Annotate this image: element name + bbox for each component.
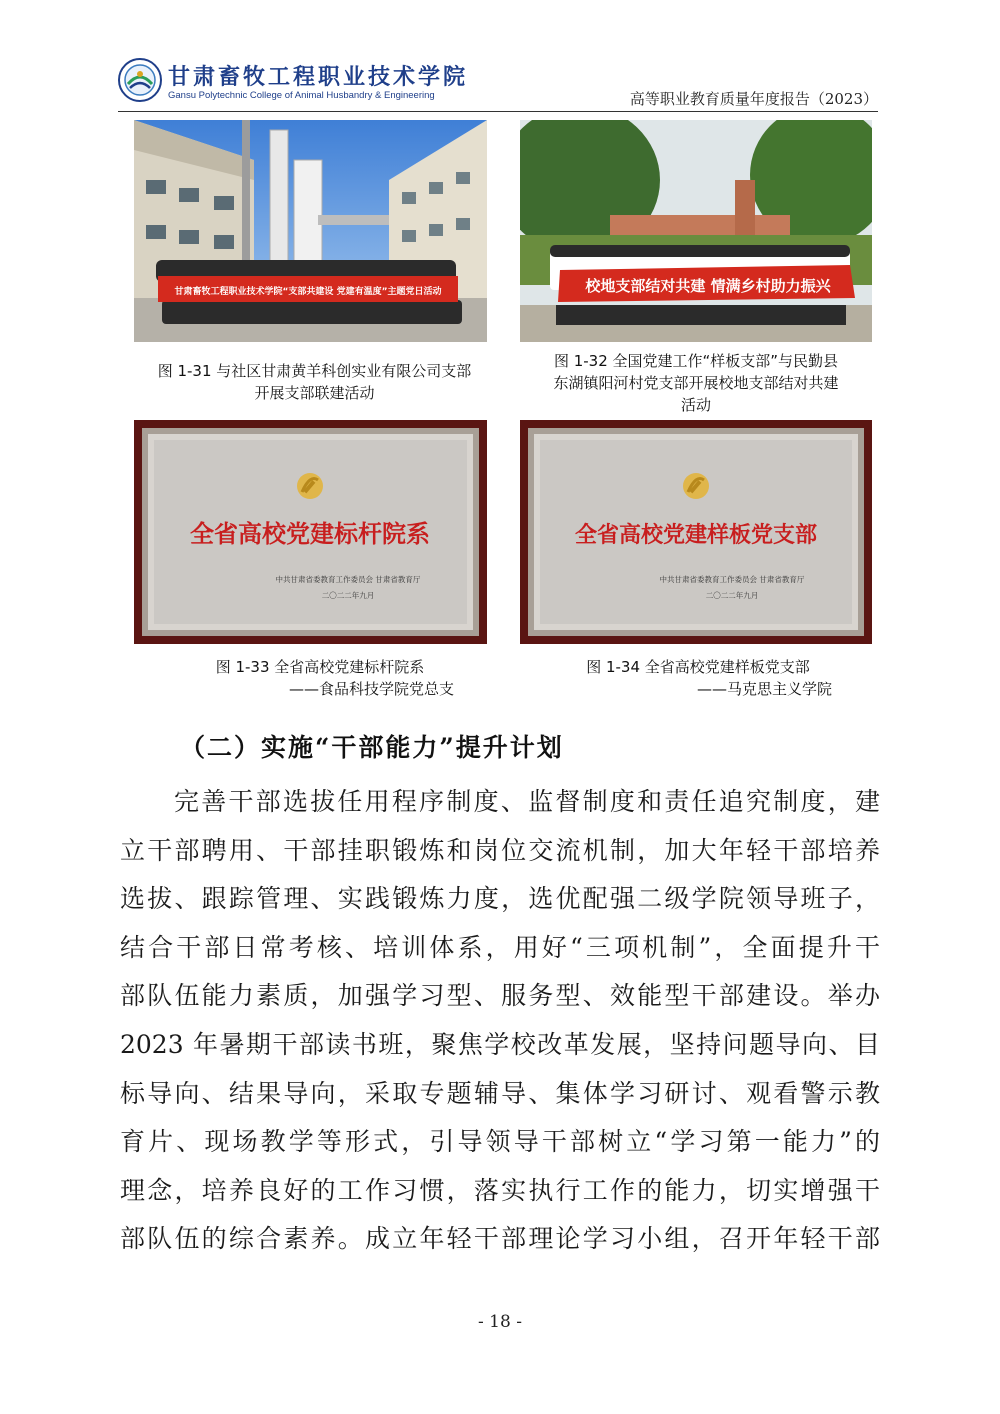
figure-1-32-photo — [520, 120, 872, 342]
paragraph-line: 选拔、跟踪管理、实践锻炼力度，选优配强二级学院领导班子， — [120, 884, 880, 914]
figure-1-31-banner: 甘肃畜牧工程职业技术学院“支部共建设 党建有温度”主题党日活动 — [174, 287, 442, 297]
paragraph-line: 标导向、结果导向，采取专题辅导、集体学习研讨、观看警示教 — [120, 1078, 880, 1108]
caption-line: 开展支部联建活动 — [254, 384, 375, 402]
paragraph-line: 育片、现场教学等形式，引导领导干部树立“学习第一能力”的 — [120, 1127, 880, 1157]
figure-1-32-caption — [510, 350, 882, 416]
caption-line: ——马克思主义学院 — [696, 680, 832, 698]
paragraph-line: 2023 年暑期干部读书班，聚焦学校改革发展，坚持问题导向、目 — [120, 1029, 880, 1059]
paragraph-line: 立干部聘用、干部挂职锻炼和岗位交流机制，加大年轻干部培养 — [120, 835, 880, 865]
school-name-cn: 甘肃畜牧工程职业技术学院 — [168, 64, 469, 90]
figure-1-33-plaque-date: 二〇二二年九月 — [321, 591, 375, 600]
caption-line: 图 1-31 与社区甘肃黄羊科创实业有限公司支部 — [157, 362, 472, 380]
figure-1-34-plaque-date: 二〇二二年九月 — [705, 591, 759, 600]
caption-line: 图 1-32 全国党建工作“样板支部”与民勤县 — [553, 352, 839, 370]
body-paragraph — [120, 778, 880, 1264]
figure-1-33-plaque-issuer: 中共甘肃省委教育工作委员会 甘肃省教育厅 — [275, 575, 421, 584]
party-emblem-icon — [297, 473, 323, 499]
figure-1-34-plaque-issuer: 中共甘肃省委教育工作委员会 甘肃省教育厅 — [659, 575, 805, 584]
figure-1-34-plaque-title: 全省高校党建样板党支部 — [574, 522, 818, 548]
figure-1-33-plaque — [134, 420, 487, 644]
caption-line: 图 1-34 全省高校党建样板党支部 — [586, 658, 810, 676]
figure-1-34-plaque — [520, 420, 872, 644]
section-heading: （二）实施“干部能力”提升计划 — [180, 733, 564, 762]
figure-1-31-photo — [134, 120, 487, 342]
figure-1-32-banner: 校地支部结对共建 情满乡村助力振兴 — [585, 277, 831, 295]
paragraph-line: 结合干部日常考核、培训体系，用好“三项机制”，全面提升干 — [120, 932, 880, 962]
figure-1-33-caption — [170, 656, 470, 700]
page-header — [118, 58, 878, 110]
figure-1-31-caption — [122, 360, 507, 404]
paragraph-line: 完善干部选拔任用程序制度、监督制度和责任追究制度，建 — [174, 787, 880, 816]
caption-line: ——食品科技学院党总支 — [288, 680, 454, 698]
page-number: - 18 - — [478, 1312, 522, 1332]
caption-line: 活动 — [680, 396, 711, 414]
figure-1-33-plaque-title: 全省高校党建标杆院系 — [190, 519, 430, 548]
report-title: 高等职业教育质量年度报告（2023） — [629, 90, 878, 108]
figure-1-34-caption — [548, 656, 848, 700]
paragraph-line: 部队伍能力素质，加强学习型、服务型、效能型干部建设。举办 — [120, 981, 880, 1011]
caption-line: 图 1-33 全省高校党建标杆院系 — [215, 658, 425, 676]
caption-line: 东湖镇阳河村党支部开展校地支部结对共建 — [553, 374, 839, 392]
paragraph-line: 部队伍的综合素养。成立年轻干部理论学习小组，召开年轻干部 — [120, 1224, 880, 1254]
party-emblem-icon — [683, 473, 709, 499]
paragraph-line: 理念，培养良好的工作习惯，落实执行工作的能力，切实增强干 — [120, 1175, 880, 1205]
header-divider — [118, 111, 878, 112]
school-logo-icon — [118, 58, 162, 102]
school-name-en: Gansu Polytechnic College of Animal Husbandry & Engineering — [168, 90, 435, 101]
